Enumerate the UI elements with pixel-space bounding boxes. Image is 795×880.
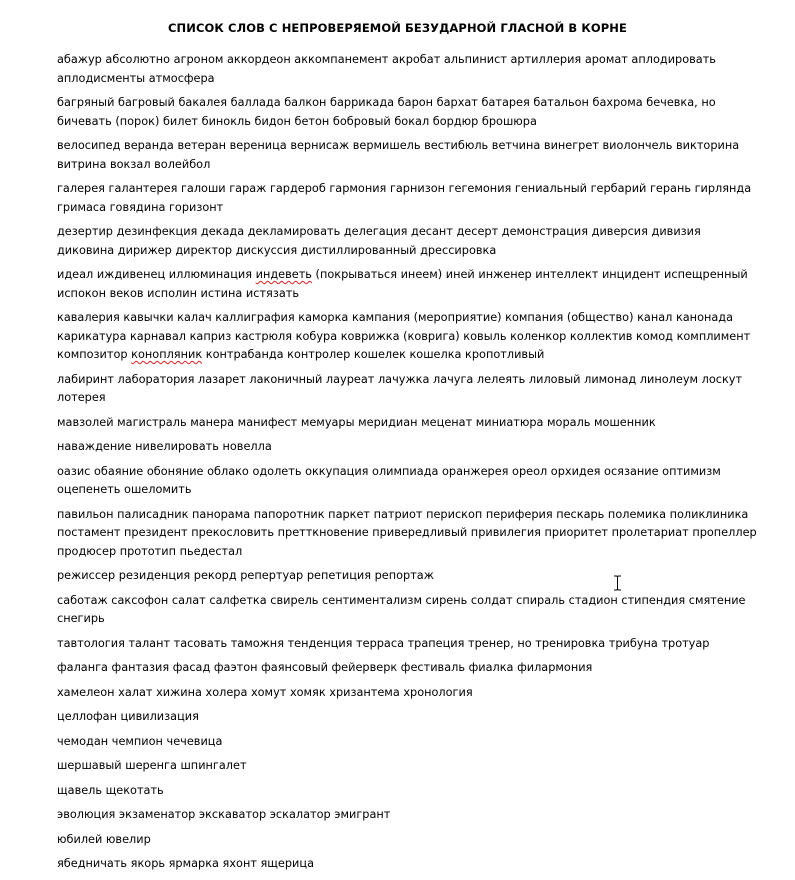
misspelled-word: конопляник bbox=[131, 348, 203, 361]
word-list-paragraph[interactable] bbox=[57, 635, 757, 654]
paragraph-text: кавалерия кавычки калач каллиграфия каморка кампания (мероприятие) компания (общество) канал канонада карикатура карнавал каприз кастрюля кобура коврижка (коврига) ковыль коленкор коллектив комод комплимент композитор bbox=[57, 311, 751, 361]
paragraph-text: абажур абсолютно агроном аккордеон аккомпанемент акробат альпинист артиллерия аромат аплодировать аплодисменты атмосфера bbox=[57, 53, 716, 85]
word-list-paragraph[interactable] bbox=[57, 782, 757, 801]
word-list-paragraph[interactable] bbox=[57, 659, 757, 678]
paragraph-text: контрабанда контролер кошелек кошелка кропотливый bbox=[202, 348, 545, 361]
paragraph-text: шершавый шеренга шпингалет bbox=[57, 759, 247, 772]
word-list-paragraph[interactable] bbox=[57, 223, 757, 260]
paragraph-text: (покрываться инеем) иней инженер интеллект инцидент испещренный испокон веков исполин истина истязать bbox=[57, 268, 748, 300]
word-list-paragraph[interactable] bbox=[57, 94, 757, 131]
word-list-paragraph[interactable] bbox=[57, 371, 757, 408]
word-list-paragraph[interactable] bbox=[57, 806, 757, 825]
word-list-paragraph[interactable] bbox=[57, 855, 757, 874]
word-list-paragraph[interactable] bbox=[57, 831, 757, 850]
word-list-paragraph[interactable] bbox=[57, 684, 757, 703]
paragraph-text: галерея галантерея галоши гараж гардероб гармония гарнизон гегемония гениальный гербарий герань гирлянда гримаса говядина горизонт bbox=[57, 182, 752, 214]
paragraph-text: мавзолей магистраль манера манифест мемуары меридиан меценат миниатюра мораль мошенник bbox=[57, 415, 656, 429]
word-list-paragraph[interactable] bbox=[57, 757, 757, 776]
word-list[interactable] bbox=[57, 51, 757, 880]
misspelled-word: индеветь bbox=[255, 268, 312, 281]
paragraph-text: чемодан чемпион чечевица bbox=[57, 734, 223, 748]
paragraph-text: саботаж саксофон салат салфетка свирель сентиментализм сирень солдат спираль стадион стипендия смятение снегирь bbox=[57, 593, 746, 625]
word-list-paragraph[interactable] bbox=[57, 506, 757, 562]
paragraph-text: эволюция экзаменатор экскаватор эскалатор эмигрант bbox=[57, 808, 391, 821]
paragraph-text: тавтология талант тасовать таможня тенденция терраса трапеция тренер, но тренировка трибуна тротуар bbox=[57, 636, 710, 650]
word-list-paragraph[interactable] bbox=[57, 309, 757, 365]
paragraph-text: ябедничать якорь ярмарка яхонт ящерица bbox=[57, 857, 315, 870]
word-list-paragraph[interactable] bbox=[57, 708, 757, 727]
paragraph-text: фаланга фантазия фасад фаэтон фаянсовый фейерверк фестиваль фиалка филармония bbox=[57, 661, 593, 674]
document-title: СПИСОК СЛОВ С НЕПРОВЕРЯЕМОЙ БЕЗУДАРНОЙ ГЛАСНОЙ В КОРНЕ bbox=[168, 21, 627, 35]
word-list-paragraph[interactable] bbox=[57, 463, 757, 500]
paragraph-text: юбилей ювелир bbox=[57, 832, 151, 846]
paragraph-text: велосипед веранда ветеран вереница вернисаж вермишель вестибюль ветчина винегрет виолончель викторина витрина вокзал волейбол bbox=[57, 139, 740, 171]
paragraph-text: багряный багровый бакалея баллада балкон баррикада барон бархат батарея батальон бахрома бечевка, но бичевать (порок) билет бинокль бидон бетон бобровый бокал бордюр брошюра bbox=[57, 96, 716, 128]
word-list-paragraph[interactable] bbox=[57, 733, 757, 752]
paragraph-text: хамелеон халат хижина холера хомут хомяк хризантема хронология bbox=[57, 685, 473, 699]
word-list-paragraph[interactable] bbox=[57, 266, 757, 303]
paragraph-text: режиссер резиденция рекорд репертуар репетиция репортаж bbox=[57, 569, 434, 582]
word-list-paragraph[interactable] bbox=[57, 567, 757, 586]
paragraph-text: дезертир дезинфекция декада декламировать делегация десант десерт демонстрация диверсия дивизия диковина дирижер директор дискуссия дистиллированный дрессировка bbox=[57, 225, 701, 257]
text-cursor-ibeam-icon bbox=[613, 575, 622, 591]
paragraph-text: идеал иждивенец иллюминация bbox=[57, 268, 256, 281]
word-list-paragraph[interactable] bbox=[57, 51, 757, 88]
word-list-paragraph[interactable] bbox=[57, 592, 757, 629]
word-list-paragraph[interactable] bbox=[57, 438, 757, 457]
paragraph-text: целлофан цивилизация bbox=[57, 710, 199, 723]
paragraph-text: павильон палисадник панорама папоротник паркет патриот перископ периферия пескарь полемика поликлиника постамент президент прекословить претткновение привередливый привилегия приоритет пролетариат пропеллер продюсер прототип пьедестал bbox=[57, 507, 757, 558]
paragraph-text: щавель щекотать bbox=[57, 783, 164, 797]
paragraph-text: лабиринт лаборатория лазарет лаконичный лауреат лачужка лачуга лелеять лиловый лимонад линолеум лоскут лотерея bbox=[57, 372, 743, 404]
word-list-paragraph[interactable] bbox=[57, 414, 757, 433]
word-list-paragraph[interactable] bbox=[57, 137, 757, 174]
paragraph-text: оазис обаяние обоняние облако одолеть оккупация олимпиада оранжерея ореол орхидея осязание оптимизм оцепенеть ошеломить bbox=[57, 464, 721, 496]
word-list-paragraph[interactable] bbox=[57, 180, 757, 217]
paragraph-text: наваждение нивелировать новелла bbox=[57, 440, 272, 453]
